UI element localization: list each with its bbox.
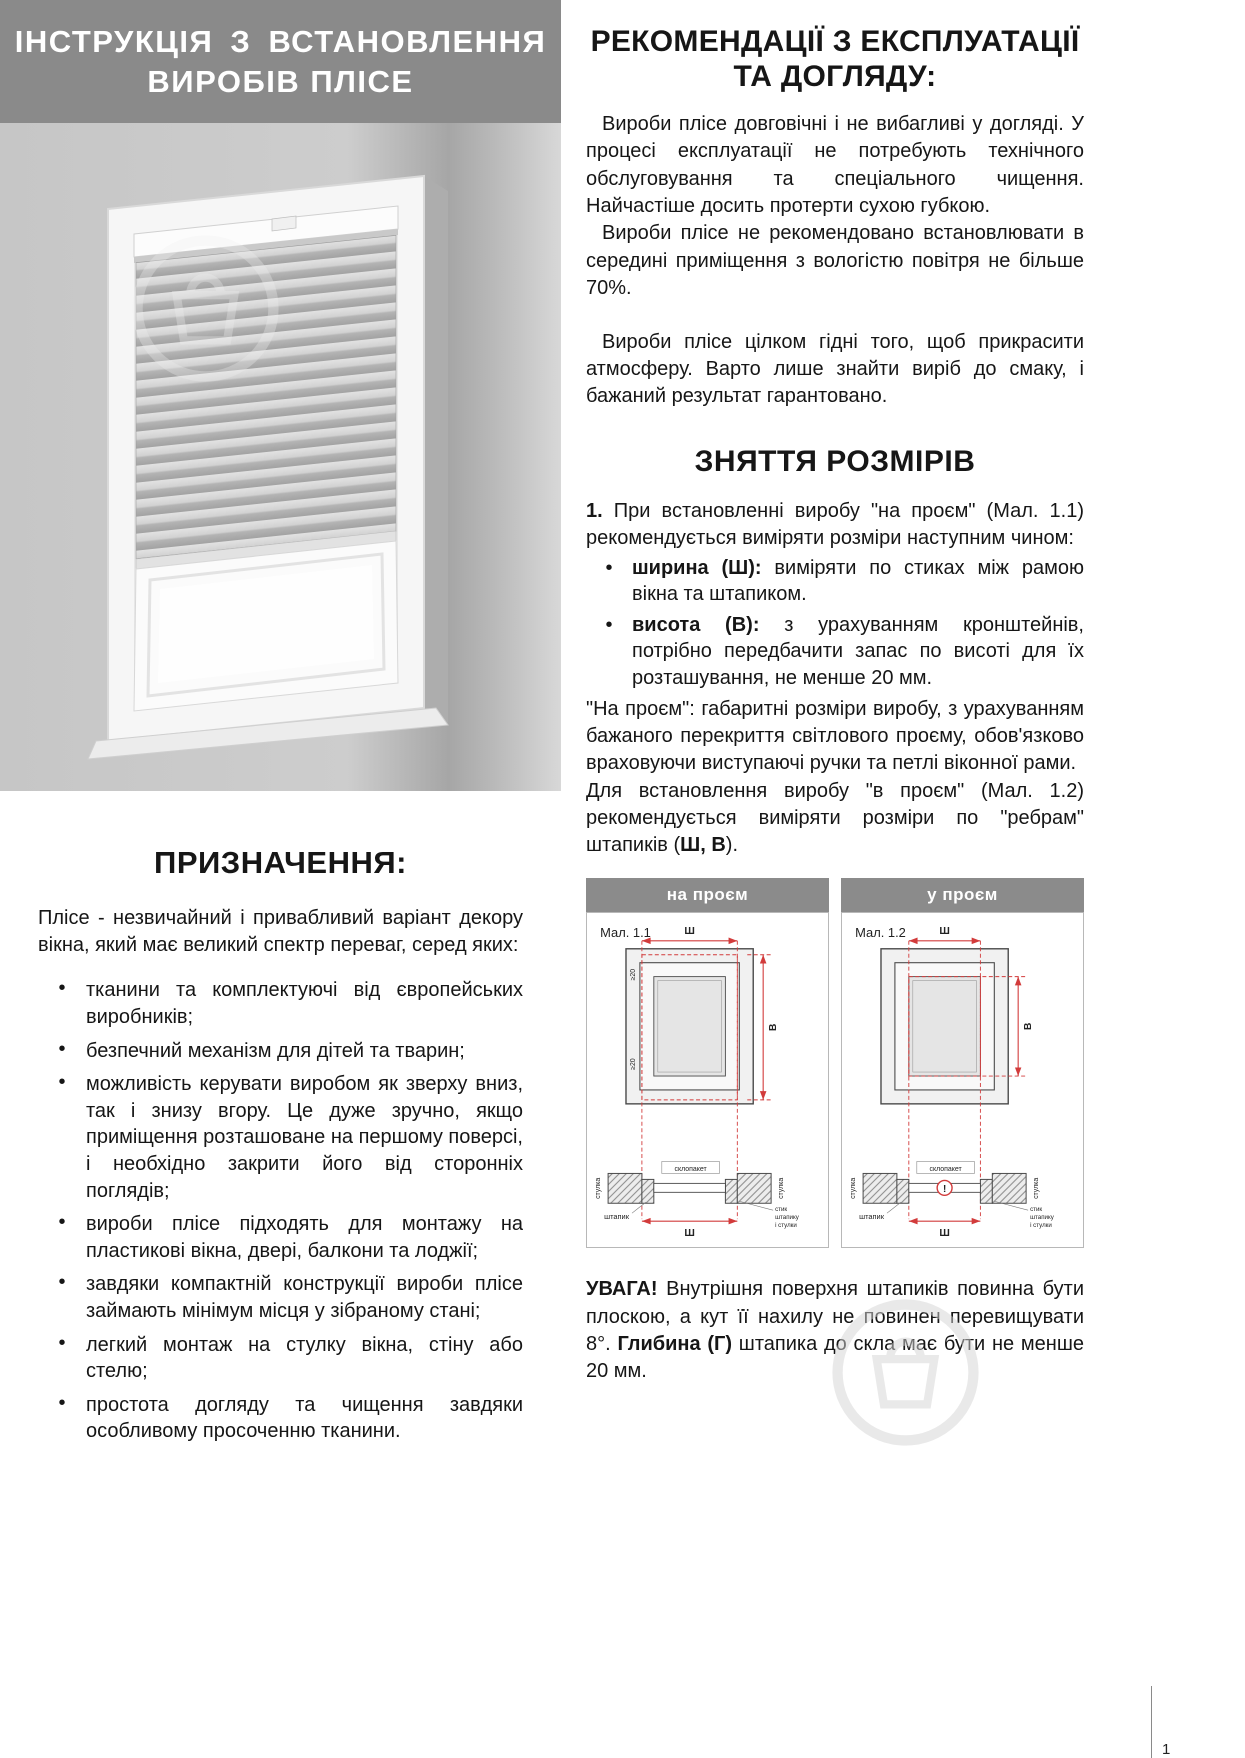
step-number: 1. — [586, 499, 603, 522]
bullet-marker — [38, 1038, 86, 1065]
figure-header: на проєм — [586, 878, 829, 912]
list-item-text: тканини та комплектуючі від європейських виробників; — [86, 979, 523, 1028]
attention-label: УВАГА! — [586, 1278, 658, 1301]
purpose-intro: Плісе - незвичайний і привабливий варіант декору вікна, який має великий спектр переваг, серед яких: — [38, 907, 523, 957]
figure-caption: Мал. 1.1 — [600, 925, 651, 941]
list-item-text: можливість керувати виробом як зверху вниз, так і знизу вгору. Це дуже зручно, якщо приміщення розташоване на першому поверсі, і необхідно закрити його від сторонніх поглядів; — [86, 1073, 523, 1202]
list-item — [38, 1211, 523, 1264]
care-paragraph-2: Вироби плісе не рекомендовано встановлювати в середині приміщення з вологістю повітря не більше 70%. — [586, 222, 1084, 300]
figure-in-opening — [841, 878, 1084, 1248]
title-band — [0, 0, 561, 123]
attention-paragraph — [586, 1276, 1084, 1386]
joint-label-2: штапику — [1030, 1214, 1054, 1222]
figure-1-1-diagram — [587, 913, 828, 1247]
glazing-label: склопакет — [929, 1166, 962, 1174]
left-column — [0, 0, 561, 1452]
attention-text-1: Внутрішня поверхня штапиків повинна бути плоскою, а кут її нахилу не повинен перевищувати 8°. — [586, 1278, 1084, 1355]
figure-header: у проєм — [841, 878, 1084, 912]
figure-caption: Мал. 1.2 — [855, 925, 906, 941]
sash-label-right: стулка — [778, 1177, 786, 1200]
list-item — [38, 1392, 523, 1445]
window-diagram — [626, 949, 753, 1104]
joint-label-1: стик — [775, 1206, 788, 1214]
window-blind-illustration — [0, 123, 561, 791]
list-item — [38, 977, 523, 1030]
bead-label: штапик — [604, 1212, 629, 1222]
joint-label-1: стик — [1030, 1206, 1043, 1214]
sash-label-left: стулка — [595, 1177, 603, 1200]
width-bottom-label: Ш — [939, 1228, 950, 1240]
figure-body — [586, 912, 829, 1248]
height-definition: з урахуванням кронштейнів, потрібно передбачити запас по висоті для їх розташування, не менше 20 мм. — [632, 613, 1084, 689]
bullet-marker — [586, 555, 632, 608]
page-title-line2: ВИРОБІВ ПЛІСЕ — [147, 63, 414, 99]
page-number-block — [1151, 1686, 1170, 1758]
overlap-top-label: ≥20 — [629, 969, 637, 981]
blinds-photo — [0, 123, 561, 791]
joint-label-3: і стулки — [1030, 1222, 1052, 1230]
measuring-list — [586, 555, 1084, 692]
list-item-text: завдяки компактній конструкції вироби плісе займають мінімум місця у зібраному стані; — [86, 1273, 523, 1322]
sash-label-right: стулка — [1033, 1177, 1041, 1200]
list-item — [586, 612, 1084, 692]
in-opening-paragraph — [586, 778, 1084, 860]
width-definition: виміряти по стиках між рамою вікна та штапиком. — [632, 556, 1084, 606]
attention-text-2: штапика до скла має бути не менше 20 мм. — [586, 1332, 1084, 1383]
list-item-text: вироби плісе підходять для монтажу на пластикові вікна, двері, балкони та лоджії; — [86, 1213, 523, 1262]
height-label: В — [1023, 1022, 1035, 1031]
in-opening-text: Для встановлення виробу "в проєм" (Мал. 1.2) рекомендується виміряти розміри по "ребрам" штапиків ( — [586, 779, 1084, 857]
joint-label-2: штапику — [775, 1214, 799, 1222]
warning-mark: ! — [942, 1183, 947, 1195]
height-term: висота (В): — [632, 613, 760, 636]
figures-row — [586, 878, 1084, 1248]
list-item — [38, 1271, 523, 1324]
bead-label: штапик — [859, 1212, 884, 1222]
width-bottom-label: Ш — [684, 1228, 695, 1240]
list-item — [38, 1071, 523, 1204]
list-item — [38, 1332, 523, 1385]
lower-glass — [134, 541, 398, 711]
bullet-marker — [38, 977, 86, 1030]
width-term: ширина (Ш): — [632, 556, 762, 579]
sash-label-left: стулка — [850, 1177, 858, 1200]
care-heading-line2: ТА ДОГЛЯДУ: — [733, 60, 937, 94]
measuring-heading: ЗНЯТТЯ РОЗМІРІВ — [694, 444, 976, 478]
window-diagram — [881, 949, 1008, 1104]
list-item-text — [632, 612, 1084, 692]
list-item-text: безпечний механізм для дітей та тварин; — [86, 1039, 465, 1062]
bullet-marker — [586, 612, 632, 692]
measuring-step-1 — [586, 498, 1084, 553]
figure-1-2-diagram — [842, 913, 1083, 1247]
care-paragraph-1: Вироби плісе довговічні і не вибагливі у догляді. У процесі експлуатації не потребують технічного обслуговування та спеціального чищення. Найчастіше досить протерти сухою губкою. — [586, 112, 1084, 217]
bullet-marker — [38, 1211, 86, 1264]
bullet-marker — [38, 1332, 86, 1385]
in-opening-close: ). — [725, 834, 739, 857]
page-title-line1: ІНСТРУКЦІЯ З ВСТАНОВЛЕННЯ — [14, 24, 547, 60]
figure-body — [841, 912, 1084, 1248]
list-item — [586, 555, 1084, 608]
overlap-bottom-label: ≥20 — [629, 1058, 637, 1071]
care-heading-line1: РЕКОМЕНДАЦІЇ З ЕКСПЛУАТАЦІЇ — [590, 25, 1080, 58]
purpose-list — [38, 977, 523, 1445]
bullet-marker — [38, 1271, 86, 1324]
step-text: При встановленні виробу "на проєм" (Мал. 1.1) рекомендується виміряти розміри наступним чином: — [586, 499, 1084, 550]
list-item-text — [632, 555, 1084, 608]
purpose-body — [0, 905, 561, 1445]
glazing-label: склопакет — [674, 1166, 707, 1174]
on-opening-paragraph: "На проєм": габаритні розміри виробу, з урахуванням бажаного перекриття світлового проєму, обов'язково враховуючи виступаючі ручки та петлі віконної рами. — [586, 697, 1084, 775]
list-item-text: простота догляду та чищення завдяки особливому просоченню тканини. — [86, 1393, 523, 1443]
figure-on-opening — [586, 878, 829, 1248]
care-paragraph-3: Вироби плісе цілком гідні того, щоб прикрасити атмосферу. Варто лише знайти виріб до смаку, і бажаний результат гарантовано. — [586, 330, 1084, 408]
pleated-shade — [136, 235, 396, 558]
care-heading — [586, 24, 1084, 95]
page-number: 1 — [1162, 1741, 1171, 1758]
bullet-marker — [38, 1392, 86, 1445]
list-item — [38, 1038, 523, 1065]
joint-label-3: і стулки — [775, 1222, 797, 1230]
depth-term: Глибина (Г) — [617, 1332, 733, 1355]
width-label: Ш — [684, 926, 695, 938]
purpose-heading: ПРИЗНАЧЕННЯ: — [154, 845, 407, 880]
list-item-text: легкий монтаж на стулку вікна, стіну або стелю; — [86, 1333, 523, 1383]
bullet-marker — [38, 1071, 86, 1204]
width-label: Ш — [939, 926, 950, 938]
in-opening-dims: Ш, В — [680, 834, 726, 857]
height-label: В — [768, 1023, 780, 1032]
right-column — [586, 0, 1084, 1386]
